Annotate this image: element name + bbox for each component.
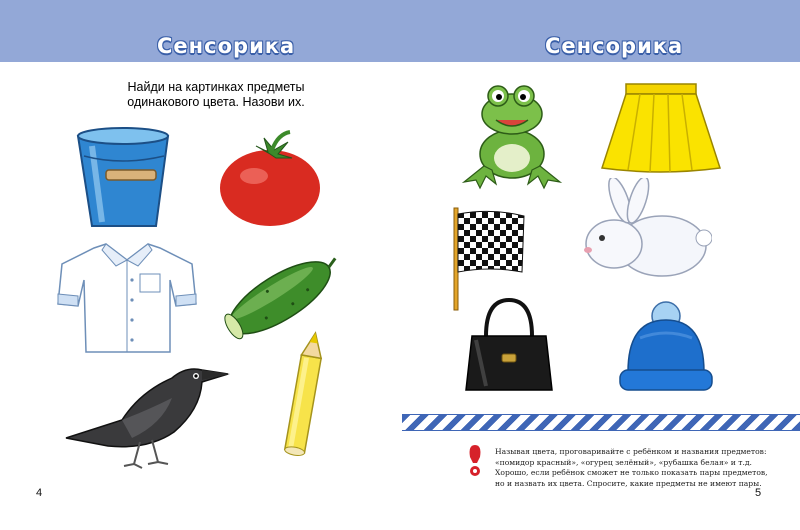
note-line-2: «помидор красный», «огурец зелёный», «рубашка белая» и т.д. [495,457,752,467]
bucket-image [72,122,174,230]
attention-icon [462,443,488,477]
skirt-image [598,82,724,174]
decorative-stripe [402,414,800,431]
knit-hat-image [616,298,714,394]
frog-image [460,80,566,192]
right-header-title: Сенсорика [545,34,684,58]
right-page-number: 5 [755,487,762,499]
note-line-1: Называя цвета, проговаривайте с ребёнком и названия предметов: [495,447,767,456]
pencil-image [274,328,334,466]
left-header-title: Сенсорика [157,34,296,58]
instruction-line-2: одинакового цвета. Назови их. [127,95,305,109]
tomato-image [218,128,322,228]
task-instruction [96,80,336,110]
handbag-image [462,296,556,394]
rabbit-image [580,178,712,282]
left-page-number: 4 [36,487,43,499]
crow-image [62,352,234,470]
shirt-image [56,240,198,356]
instruction-line-1: Найди на картинках предметы [127,80,305,94]
parent-note [495,447,795,489]
note-line-4: но и назвать их цвета. Спросите, какие предметы не имеют пары. [495,478,762,488]
note-line-3: Хорошо, если ребёнок сможет не только показать пары предметов, [495,468,768,477]
